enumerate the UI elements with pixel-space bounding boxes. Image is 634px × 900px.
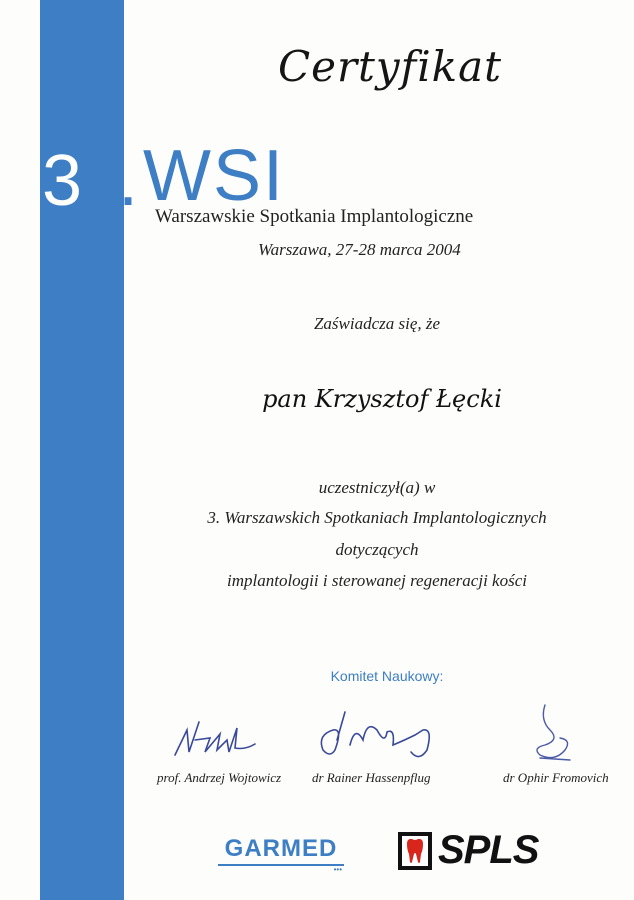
edition-dot: . bbox=[118, 141, 139, 221]
spls-logo-text: SPLS bbox=[438, 828, 539, 872]
tooth-logo-icon bbox=[398, 832, 432, 870]
concerning-line: dotyczących bbox=[335, 540, 419, 559]
garmed-logo bbox=[216, 835, 346, 874]
garmed-dots: ••• bbox=[333, 865, 342, 874]
recipient-name: pan Krzysztof Łęcki bbox=[262, 385, 502, 413]
signatory-name: prof. Andrzej Wojtowicz bbox=[157, 770, 282, 785]
signature-wojtowicz bbox=[165, 700, 275, 768]
certificate-title: Certyfikat bbox=[277, 42, 503, 91]
committee-label: Komitet Naukowy: bbox=[330, 668, 444, 684]
signatory-name: dr Ophir Fromovich bbox=[503, 770, 609, 785]
event-full-name-line: 3. Warszawskich Spotkaniach Implantologicznych bbox=[207, 508, 547, 527]
edition-number: 3 bbox=[42, 141, 83, 221]
participation-line: uczestniczył(a) w bbox=[318, 478, 436, 497]
event-name: Warszawskie Spotkania Implantologiczne bbox=[155, 206, 474, 227]
signature-hassenpflug bbox=[315, 700, 445, 768]
signature-fromovich bbox=[520, 700, 590, 768]
garmed-underline bbox=[218, 864, 344, 866]
event-acronym: WSI bbox=[143, 136, 285, 216]
topic-line: implantologii i sterowanej regeneracji kości bbox=[227, 571, 527, 590]
garmed-logo-text: GARMED bbox=[224, 835, 338, 862]
attestation-text: Zaświadcza się, że bbox=[313, 314, 441, 333]
event-place-date: Warszawa, 27-28 marca 2004 bbox=[258, 240, 461, 259]
blue-stripe bbox=[40, 0, 124, 900]
signatory-name: dr Rainer Hassenpflug bbox=[312, 770, 431, 785]
